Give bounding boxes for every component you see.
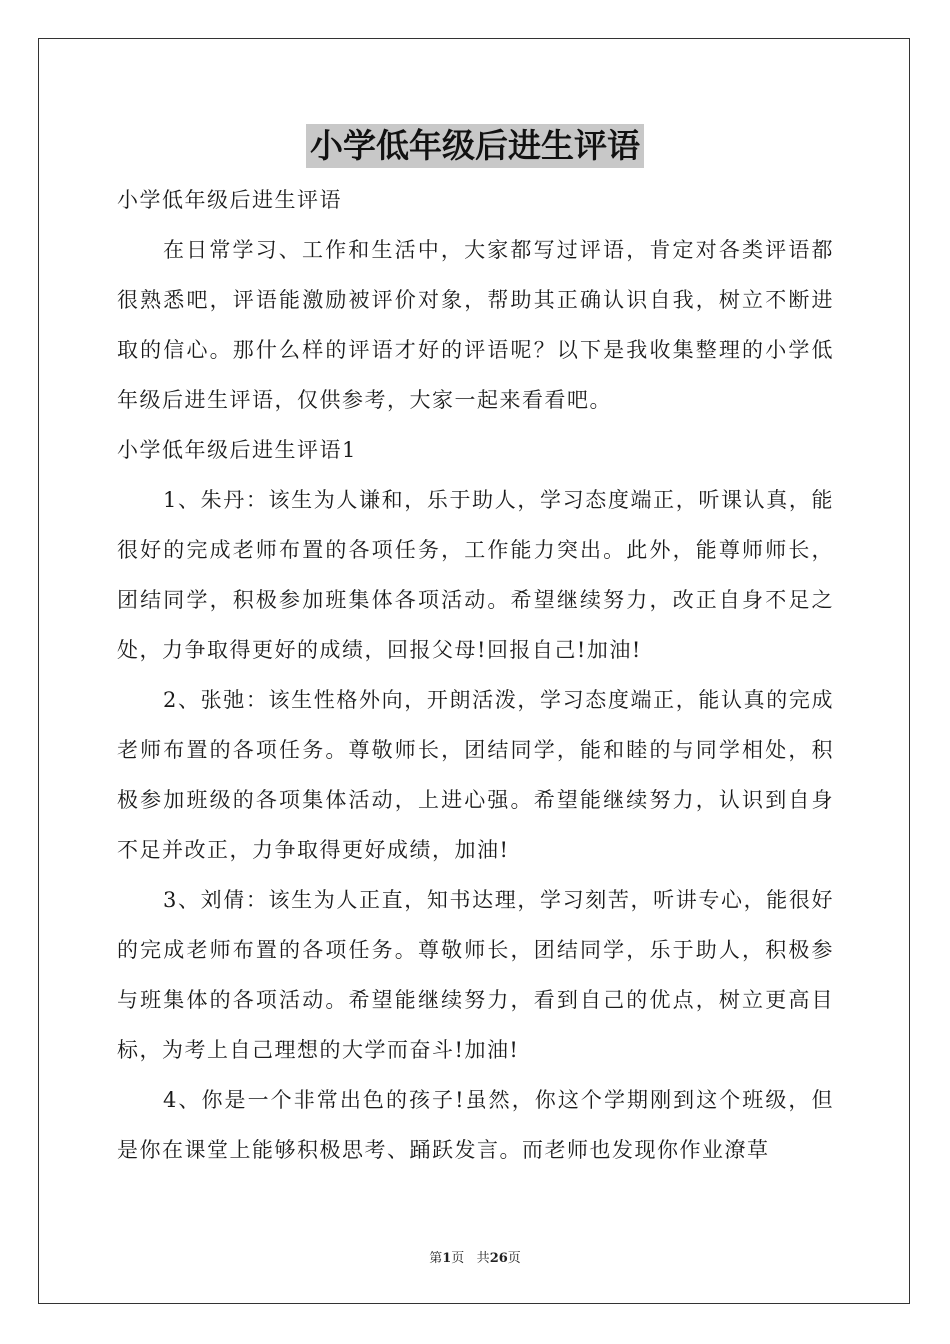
total-pages: 26 [489,1251,508,1266]
paragraph: 在日常学习、工作和生活中，大家都写过评语，肯定对各类评语都很熟悉吧，评语能激励被评价对象，帮助其正确认识自我，树立不断进取的信心。那什么样的评语才好的评语呢？以下是我收集整理的小学低年级后进生评语，仅供参考，大家一起来看看吧。 [117,238,834,412]
document-title: 小学低年级后进生评语 [306,124,644,168]
page-number: 1 [442,1251,452,1266]
document-body [117,175,834,1175]
page-prefix: 第 [429,1251,443,1266]
paragraph: 2、张弛：该生性格外向，开朗活泼，学习态度端正，能认真的完成老师布置的各项任务。尊敬师长，团结同学，能和睦的与同学相处，积极参加班级的各项集体活动，上进心强。希望能继续努力，认识到自身不足并改正，力争取得更好成绩，加油! [117,688,834,862]
section-heading: 小学低年级后进生评语1 [117,438,357,462]
total-prefix: 共 [476,1251,490,1266]
paragraph: 小学低年级后进生评语 [117,188,342,212]
page-suffix: 页 [451,1251,465,1266]
title-container [0,124,950,168]
paragraph: 3、刘倩：该生为人正直，知书达理，学习刻苦，听讲专心，能很好的完成老师布置的各项任务。尊敬师长，团结同学，乐于助人，积极参与班集体的各项活动。希望能继续努力，看到自己的优点，树立更高目标，为考上自己理想的大学而奋斗!加油! [117,888,834,1062]
paragraph: 4、你是一个非常出色的孩子!虽然，你这个学期刚到这个班级，但是你在课堂上能够积极思考、踊跃发言。而老师也发现你作业潦草 [117,1088,834,1162]
total-suffix: 页 [507,1251,521,1266]
page-footer [0,1247,950,1266]
paragraph: 1、朱丹：该生为人谦和，乐于助人，学习态度端正，听课认真，能很好的完成老师布置的各项任务，工作能力突出。此外，能尊师师长，团结同学，积极参加班集体各项活动。希望继续努力，改正自身不足之处，力争取得更好的成绩，回报父母!回报自己!加油! [117,488,834,662]
